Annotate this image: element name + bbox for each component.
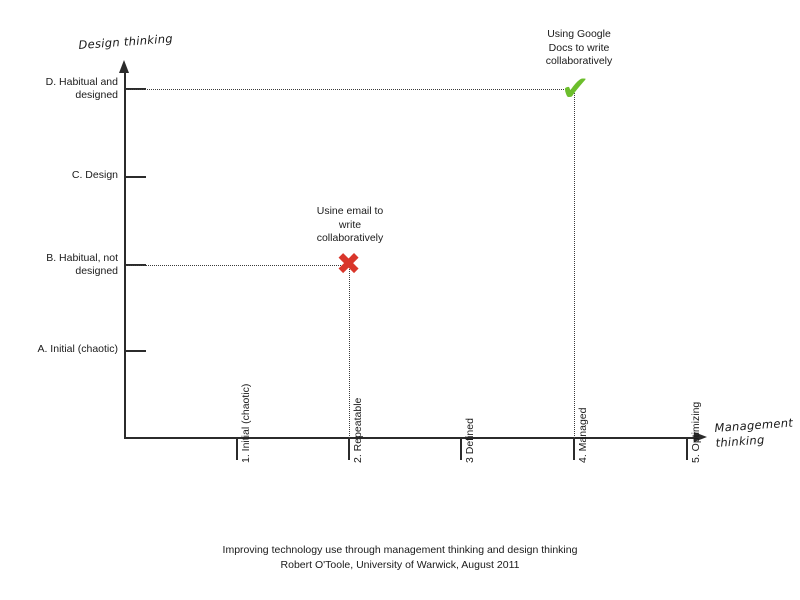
x-tick-label-5: 5. Optimizing: [690, 401, 702, 463]
x-tick-label-2: 2. Repeatable: [352, 397, 364, 463]
guide-line-horizontal-email: [126, 265, 349, 266]
caption-line2: Robert O'Toole, University of Warwick, August 2011: [280, 559, 520, 571]
y-tick-label-d-line1: D. Habitual and: [45, 76, 118, 88]
guide-line-horizontal-gdocs: [126, 89, 574, 90]
x-tick-label-4: 4. Managed: [577, 407, 589, 463]
caption-line1: Improving technology use through management thinking and design thinking: [222, 544, 578, 556]
y-tick-label-a-line1: A. Initial (chaotic): [37, 343, 118, 355]
data-point-marker-check[interactable]: ✔: [561, 69, 590, 109]
guide-line-vertical-email: [349, 265, 350, 438]
x-tick-mark-3: [460, 438, 462, 460]
x-tick-mark-1: [236, 438, 238, 460]
y-tick-label-d: [22, 76, 118, 102]
y-axis-arrow-icon: [119, 60, 129, 73]
y-tick-mark-c: [124, 176, 146, 178]
y-tick-label-d-line2: designed: [75, 89, 118, 101]
y-tick-label-b-line1: B. Habitual, not: [46, 252, 118, 264]
y-tick-label-a: [22, 343, 118, 356]
y-tick-label-b: [22, 252, 118, 278]
annotation-gdocs-line1: Using Google: [547, 28, 611, 40]
y-axis-title: Design thinking: [78, 31, 174, 52]
x-tick-mark-5: [686, 438, 688, 460]
annotation-email-line1: Usine email to: [316, 205, 384, 217]
chart-caption: [0, 543, 800, 573]
y-axis-line: [124, 72, 126, 438]
annotation-gdocs: [518, 28, 640, 69]
x-tick-mark-2: [348, 438, 350, 460]
data-point-marker-cross[interactable]: ✖: [336, 247, 362, 282]
y-tick-mark-a: [124, 350, 146, 352]
annotation-email-line3: collaboratively: [316, 232, 384, 244]
annotation-gdocs-line2: Docs to write: [548, 41, 610, 54]
x-axis-line: [124, 437, 696, 439]
y-tick-label-c: [22, 169, 118, 182]
annotation-email: [288, 205, 412, 246]
x-axis-title: Management thinking: [714, 415, 794, 450]
x-tick-label-3: 3 Defined: [464, 418, 476, 463]
x-tick-label-1: 1. Initial (chaotic): [240, 383, 252, 463]
x-tick-mark-4: [573, 438, 575, 460]
annotation-email-line2: write: [338, 218, 362, 231]
y-tick-label-b-line2: designed: [75, 265, 118, 277]
y-tick-label-c-line1: C. Design: [71, 169, 118, 181]
guide-line-vertical-gdocs: [574, 89, 575, 438]
annotation-gdocs-line3: collaboratively: [545, 55, 613, 67]
